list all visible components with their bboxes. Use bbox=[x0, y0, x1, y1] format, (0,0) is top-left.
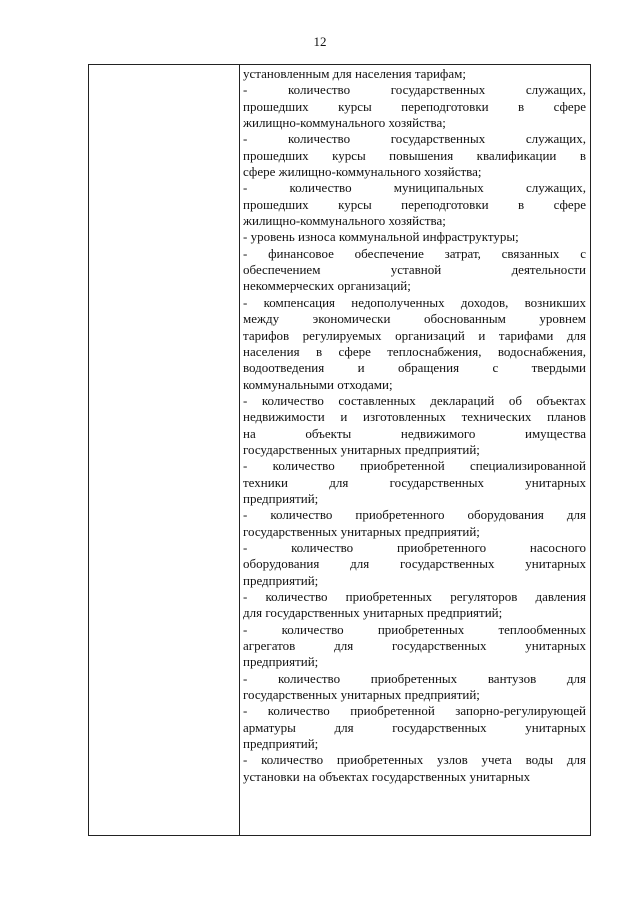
text-line: - количество государственных служащих, bbox=[243, 82, 586, 98]
text-line: - количество приобретенной специализированной bbox=[243, 458, 586, 474]
text-line: государственных унитарных предприятий; bbox=[243, 523, 480, 539]
text-line: техники для государственных унитарных bbox=[243, 474, 586, 490]
text-line: - количество приобретенных вантузов для bbox=[243, 670, 586, 686]
text-line: предприятий; bbox=[243, 572, 319, 588]
text-line: государственных унитарных предприятий; bbox=[243, 441, 480, 457]
text-line: населения в сфере теплоснабжения, водоснабжения, bbox=[243, 343, 586, 359]
text-line: - компенсация недополученных доходов, возникших bbox=[243, 294, 586, 310]
list-item bbox=[243, 82, 586, 131]
text-line: прошедших курсы переподготовки в сфере bbox=[243, 196, 586, 212]
text-line: для государственных унитарных предприятий; bbox=[243, 605, 503, 621]
page-number: 12 bbox=[313, 34, 327, 49]
text-line: установленным для населения тарифам; bbox=[243, 66, 466, 81]
text-line: на объекты недвижимого имущества bbox=[243, 425, 586, 441]
list-item bbox=[243, 458, 586, 507]
indicators-list bbox=[240, 65, 590, 835]
text-line: предприятий; bbox=[243, 654, 319, 670]
list-item bbox=[243, 229, 586, 245]
text-line: водоотведения и обращения с твердыми bbox=[243, 360, 586, 376]
text-line: тарифов регулируемых организаций и тарифами для bbox=[243, 327, 586, 343]
text-line: - количество муниципальных служащих, bbox=[243, 180, 586, 196]
text-line: - количество составленных деклараций об объектах bbox=[243, 392, 586, 408]
text-line: - количество приобретенных регуляторов давления bbox=[243, 589, 586, 604]
list-item bbox=[243, 393, 586, 458]
list-item bbox=[243, 295, 586, 393]
text-line: прошедших курсы переподготовки в сфере bbox=[243, 98, 586, 114]
list-item bbox=[243, 671, 586, 704]
text-line: между экономически обоснованным уровнем bbox=[243, 311, 586, 327]
list-item bbox=[243, 131, 586, 180]
text-line: - количество государственных служащих, bbox=[243, 131, 586, 147]
text-line: - количество приобретенного оборудования для bbox=[243, 507, 586, 523]
text-line: - количество приобретенного насосного bbox=[243, 539, 586, 555]
text-line: - количество приобретенной запорно-регулирующей bbox=[243, 703, 586, 719]
text-line: предприятий; bbox=[243, 736, 319, 752]
text-line: установки на объектах государственных унитарных bbox=[243, 768, 531, 784]
list-item bbox=[243, 703, 586, 752]
text-line: сфере жилищно-коммунального хозяйства; bbox=[243, 164, 482, 180]
text-line: некоммерческих организаций; bbox=[243, 278, 411, 294]
text-line: государственных унитарных предприятий; bbox=[243, 687, 480, 703]
text-line: - уровень износа коммунальной инфраструктуры; bbox=[243, 229, 519, 245]
indicators-table bbox=[88, 64, 591, 836]
text-line: - количество приобретенных теплообменных bbox=[243, 621, 586, 637]
list-item bbox=[243, 66, 586, 82]
text-line: агрегатов для государственных унитарных bbox=[243, 638, 586, 654]
text-line: жилищно-коммунального хозяйства; bbox=[243, 213, 446, 229]
text-line: жилищно-коммунального хозяйства; bbox=[243, 115, 446, 131]
list-item bbox=[243, 507, 586, 540]
text-line: предприятий; bbox=[243, 490, 319, 506]
text-line: обеспечением уставной деятельности bbox=[243, 262, 586, 278]
text-line: оборудования для государственных унитарных bbox=[243, 556, 586, 572]
text-line: коммунальными отходами; bbox=[243, 376, 393, 392]
list-item bbox=[243, 752, 586, 785]
list-item bbox=[243, 540, 586, 589]
list-item bbox=[243, 622, 586, 671]
text-line: недвижимости и изготовленных технических планов bbox=[243, 409, 586, 425]
text-line: - финансовое обеспечение затрат, связанных с bbox=[243, 245, 586, 261]
text-line: прошедших курсы повышения квалификации в bbox=[243, 147, 586, 163]
list-item bbox=[243, 246, 586, 295]
list-item bbox=[243, 589, 586, 622]
table-left-column bbox=[89, 65, 240, 835]
text-line: - количество приобретенных узлов учета воды для bbox=[243, 752, 586, 768]
text-line: арматуры для государственных унитарных bbox=[243, 719, 586, 735]
list-item bbox=[243, 180, 586, 229]
